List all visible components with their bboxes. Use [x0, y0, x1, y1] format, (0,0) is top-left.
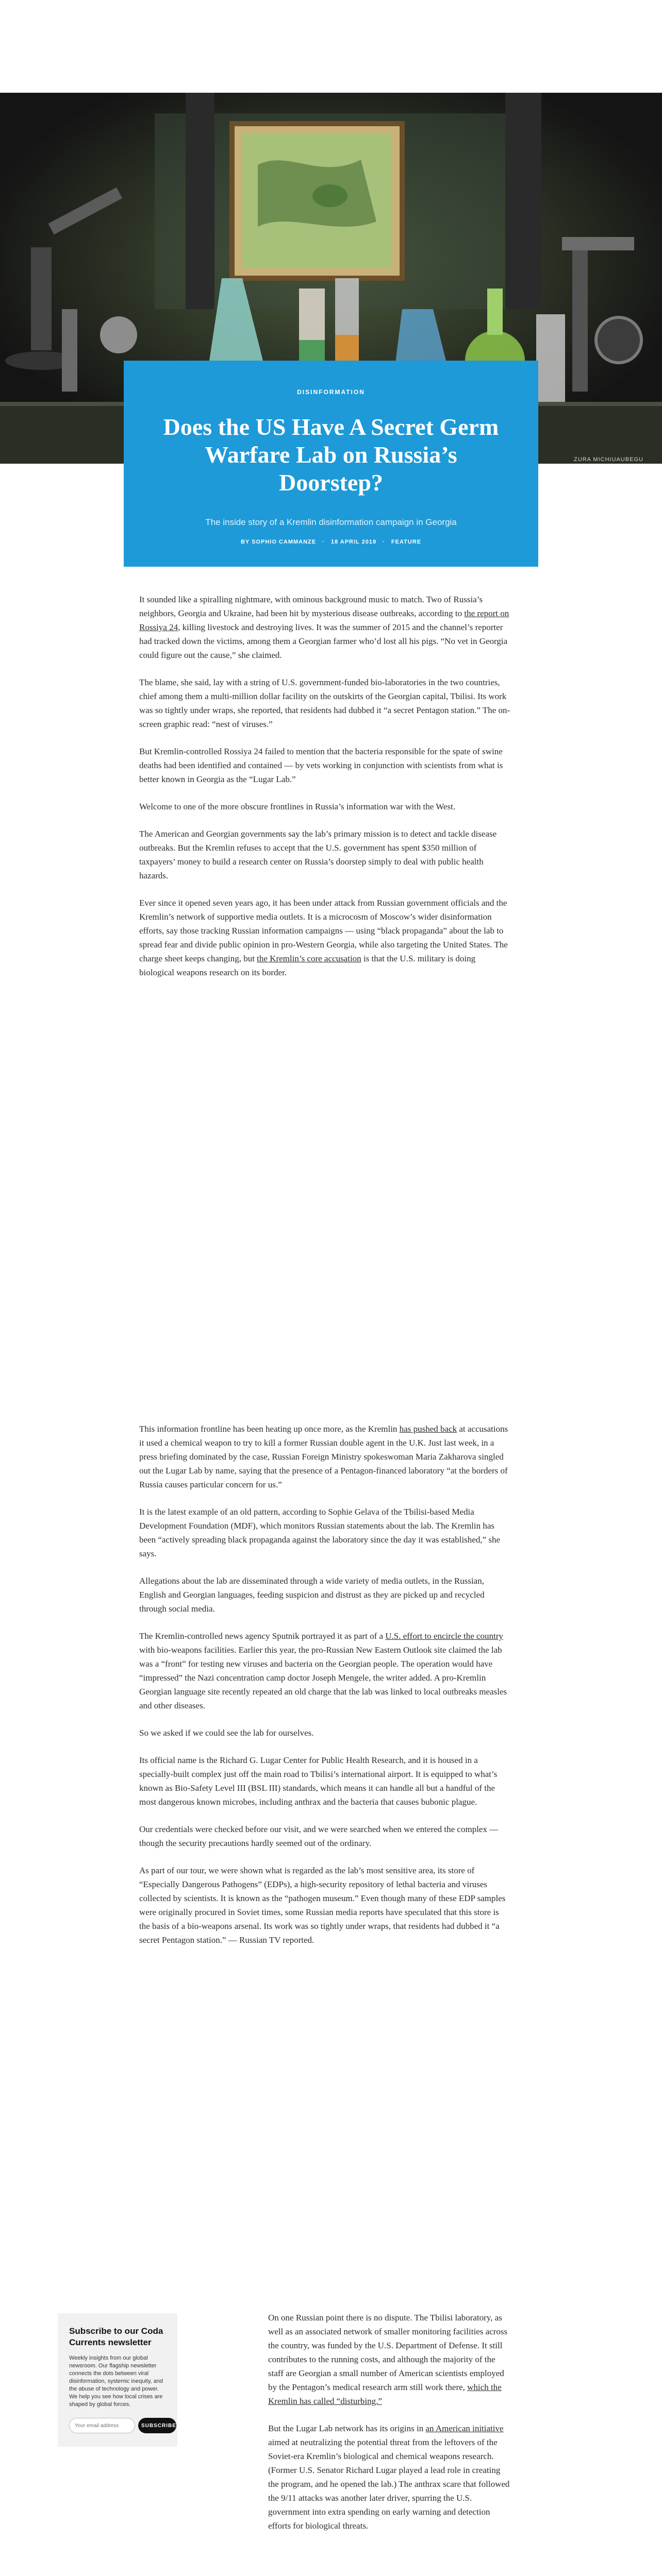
article-paragraph: It sounded like a spiralling nightmare, with ominous background music to match. Two of Russia’s neighbors, Georgia and Ukraine, had been hit by mysterious disease outbreaks, according to the report on Rossiya 24, killing livestock and destroying lives. It was the summer of 2015 and the channel’s reporter had tracked down the victims, among them a Georgian farmer who’d lost all his pigs. “No vet in Georgia could figure out the cause,” she claimed.	[139, 595, 509, 660]
article-headline: Does the US Have A Secret Germ Warfare Lab on Russia’s Doorstep?	[163, 414, 499, 496]
article-paragraph: It is the latest example of an old pattern, according to Sophie Gelava of the Tbilisi-based Media Development Foundation (MDF), which monitors Russian statements about the lab. The Kremlin has been “actively spreading black propaganda against the laboratory since the day it was established,” she says.	[139, 1507, 501, 1558]
article-paragraph: This information frontline has been heating up once more, as the Kremlin has pushed back at accusations it used a chemical weapon to try to kill a former Russian double agent in the U.K. Just last week, in a press briefing dominated by the case, Russian Foreign Ministry spokeswoman Maria Zakharova singled out the Lugar Lab by name, saying that the presence of a Pentagon-financed laboratory “at the borders of Russia causes particular concern for us.”	[139, 1424, 508, 1489]
meta-separator: ·	[322, 539, 325, 545]
newsletter-email-input[interactable]	[69, 2418, 135, 2433]
inline-link[interactable]: U.S. effort to encircle the country	[385, 1631, 503, 1641]
author-byline[interactable]: BY SOPHIO CAMMANZE	[240, 539, 317, 545]
photo-credit: ZURA MICHIUAUBEGU	[574, 456, 643, 463]
article-paragraph: Ever since it opened seven years ago, it has been under attack from Russian government officials and the Kremlin’s network of supportive media outlets. It is a microcosm of Moscow’s wider disinformation efforts, say those tracking Russian information campaigns — using “black propaganda” about the lab to spread fear and divide public opinion in pro-Western Georgia, while also targeting the United States. The charge sheet keeps changing, but the Kremlin’s core accusation is that the U.S. military is doing biological weapons research on its border.	[139, 898, 508, 977]
article-paragraph: Our credentials were checked before our visit, and we were searched when we entered the complex — though the security precautions hardly seemed out of the ordinary.	[139, 1824, 499, 1848]
article-paragraph: The blame, she said, lay with a string of U.S. government-funded bio-laboratories in the two countries, chief among them a multi-million dollar facility on the outskirts of the Georgian capital, Tbilisi. Its work was so tightly under wraps, she reported, that residents had dubbed it “a secret Pentagon station.” The on-screen graphic read: “nest of viruses.”	[139, 677, 510, 729]
inline-link[interactable]: the Kremlin’s core accusation	[257, 954, 361, 963]
article-meta	[124, 539, 538, 545]
newsletter-description: Weekly insights from our global newsroom. Our flagship newsletter connects the dots between viral disinformation, systemic inequity, and the abuse of technology and power. We help you see how local crises are shaped by global forces.	[69, 2355, 163, 2408]
top-whitespace	[0, 0, 662, 93]
article-standfirst: The inside story of a Kremlin disinformation campaign in Georgia	[205, 517, 457, 527]
publish-date: 18 APRIL 2018	[330, 539, 377, 545]
article-paragraph: But the Lugar Lab network has its origins in an American initiative aimed at neutralizing the potential threat from the leftovers of the Soviet-era Kremlin’s biological and chemical weapons research. (Former U.S. Senator Richard Lugar played a lead role in creating the program, and he opened the lab.) The anthrax scare that followed the 9/11 attacks was another later driver, spurring the U.S. government into extra spending on early warning and detection efforts for biological threats.	[268, 2424, 510, 2531]
article-intro	[139, 592, 510, 993]
subscribe-button[interactable]: SUBSCRIBE	[138, 2418, 176, 2433]
newsletter-form	[69, 2418, 176, 2433]
article-paragraph: On one Russian point there is no dispute. The Tbilisi laboratory, as well as an associated network of smaller monitoring facilities across the country, was funded by the U.S. Department of Defense. It still contributes to the running costs, and although the majority of the staff are Georgian a small number of American scientists employed by the Pentagon’s medical research arm still work there, which the Kremlin has called “disturbing.”	[268, 2313, 508, 2406]
newsletter-title: Subscribe to our Coda Currents newsletter	[69, 2326, 163, 2347]
inline-link[interactable]: the report on Rossiya 24	[139, 608, 509, 632]
article-paragraph: So we asked if we could see the lab for ourselves.	[139, 1728, 314, 1738]
article-paragraph: Welcome to one of the more obscure frontlines in Russia’s information war with the West.	[139, 802, 456, 811]
article-paragraph: As part of our tour, we were shown what is regarded as the lab’s most sensitive area, its store of “Especially Dangerous Pathogens” (EDPs), a high-security repository of lethal bacteria and viruses collected by scientists. It is known as the “pathogen museum.” Even though many of these EDP samples were originally procured in Soviet times, some Russian media reports have speculated that this store is the basis of a bio-weapons arsenal. Its work was so tightly under wraps, that residents had dubbed it “a secret Pentagon station.” — Russian TV reported.	[139, 1866, 506, 1945]
article-paragraph: The Kremlin-controlled news agency Sputnik portrayed it as part of a U.S. effort to encircle the country with bio-weapons facilities. Earlier this year, the pro-Russian New Eastern Outlook site claimed the lab was a “front” for testing new viruses and bacteria on the Georgian people. The operation would have “impressed” the Nazi concentration camp doctor Joseph Mengele, the writer added. A pro-Kremlin Georgian language site recently repeated an old charge that the lab was linked to local outbreaks measles and other diseases.	[139, 1631, 507, 1710]
inline-link[interactable]: which the Kremlin has called “disturbing.”	[268, 2382, 502, 2406]
category-label[interactable]: DISINFORMATION	[297, 388, 365, 396]
headline-card	[124, 361, 538, 567]
article-wrapped-section	[268, 2311, 510, 2546]
newsletter-signup	[58, 2313, 177, 2447]
article-paragraph: Its official name is the Richard G. Lugar Center for Public Health Research, and it is housed in a specially-built complex just off the main road to Tbilisi’s international airport. It is equipped to what’s known as Bio-Safety Level III (BSL III) standards, which means it can handle all but a handful of the most dangerous known microbes, including anthrax and the bacteria that causes bubonic plague.	[139, 1755, 498, 1807]
meta-separator: ·	[383, 539, 385, 545]
article-paragraph: Allegations about the lab are disseminated through a wide variety of media outlets, in the Russian, English and Georgian languages, feeding suspicion and distrust as they are picked up and recycled through social media.	[139, 1576, 485, 1614]
article-paragraph: But Kremlin-controlled Rossiya 24 failed to mention that the bacteria responsible for the spate of swine deaths had been identified and contained — by vets working in conjunction with scientists from what is better known in Georgia as the “Lugar Lab.”	[139, 747, 503, 784]
inline-link[interactable]: an American initiative	[425, 2424, 504, 2433]
article-body	[139, 1422, 510, 1960]
article-paragraph: The American and Georgian governments say the lab’s primary mission is to detect and tackle disease outbreaks. But the Kremlin refuses to accept that the U.S. government has spent $350 million of taxpayers’ money to build a research center on Russia’s doorstep simply to deal with public health hazards.	[139, 829, 497, 880]
inline-link[interactable]: has pushed back	[399, 1424, 457, 1434]
section-label[interactable]: FEATURE	[391, 539, 422, 545]
